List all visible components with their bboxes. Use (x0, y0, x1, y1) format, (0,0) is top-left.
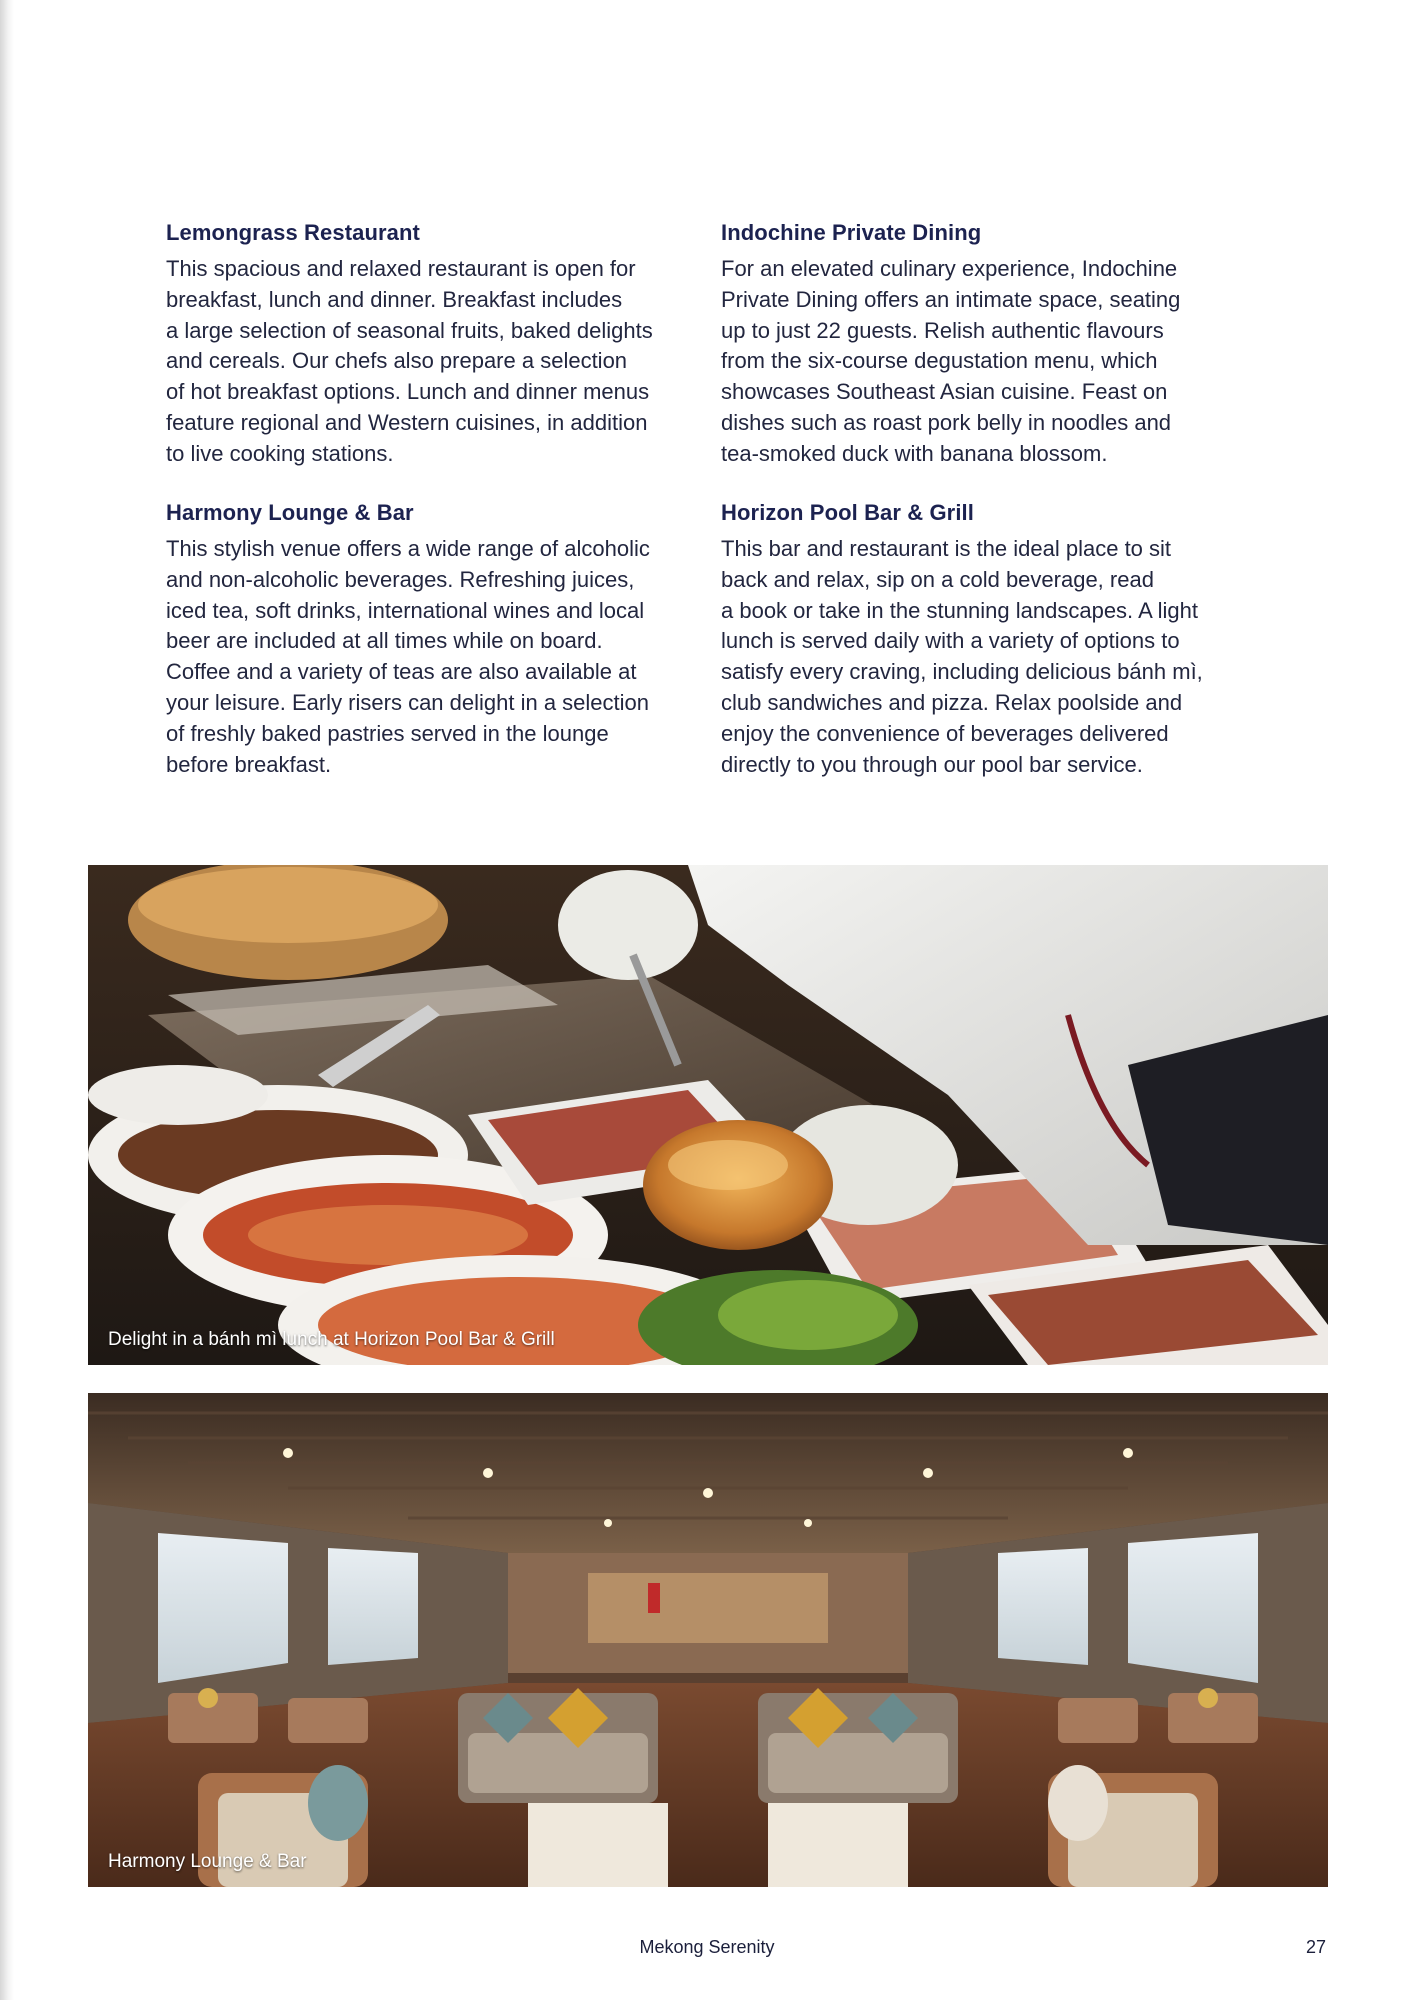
buffet-photo-illustration (88, 865, 1328, 1365)
page-edge-shadow (0, 0, 14, 2000)
footer-publication-title: Mekong Serenity (639, 1937, 775, 1957)
section-heading: Harmony Lounge & Bar (166, 500, 414, 525)
photo-caption: Harmony Lounge & Bar (108, 1851, 307, 1872)
page-number: 27 (1306, 1937, 1327, 1957)
section-heading: Lemongrass Restaurant (166, 220, 420, 245)
section-indochine-private-dining (721, 220, 1241, 470)
section-heading: Horizon Pool Bar & Grill (721, 500, 974, 525)
section-heading: Indochine Private Dining (721, 220, 982, 245)
section-body: This stylish venue offers a wide range of alcoholic and non-alcoholic beverages. Refreshing juices, iced tea, soft drinks, international wines and local beer are included at all times while on board. Coffee and a variety of teas are also available at your leisure. Early risers can delight in a selection of freshly baked pastries served in the lounge before breakfast. (166, 536, 650, 777)
section-body: This spacious and relaxed restaurant is open for breakfast, lunch and dinner. Breakfast includes a large selection of seasonal fruits, baked delights and cereals. Our chefs also prepare a selection of hot breakfast options. Lunch and dinner menus feature regional and Western cuisines, in addition to live cooking stations. (166, 256, 653, 466)
section-body: For an elevated culinary experience, Indochine Private Dining offers an intimate space, seating up to just 22 guests. Relish authentic flavours from the six-course degustation menu, which showcases Southeast Asian cuisine. Feast on dishes such as roast pork belly in noodles and tea-smoked duck with banana blossom. (721, 256, 1181, 466)
photo-caption: Delight in a bánh mì lunch at Horizon Pool Bar & Grill (108, 1329, 555, 1350)
section-harmony-lounge-bar (166, 500, 696, 780)
section-horizon-pool-bar-grill (721, 500, 1241, 780)
section-lemongrass-restaurant (166, 220, 696, 470)
lounge-photo-illustration (88, 1393, 1328, 1887)
lounge-photo (88, 1393, 1328, 1887)
buffet-photo (88, 865, 1328, 1365)
section-body: This bar and restaurant is the ideal place to sit back and relax, sip on a cold beverage, read a book or take in the stunning landscapes. A light lunch is served daily with a variety of options to satisfy every craving, including delicious bánh mì, club sandwiches and pizza. Relax poolside and enjoy the convenience of beverages delivered directly to you through our pool bar service. (721, 536, 1203, 777)
